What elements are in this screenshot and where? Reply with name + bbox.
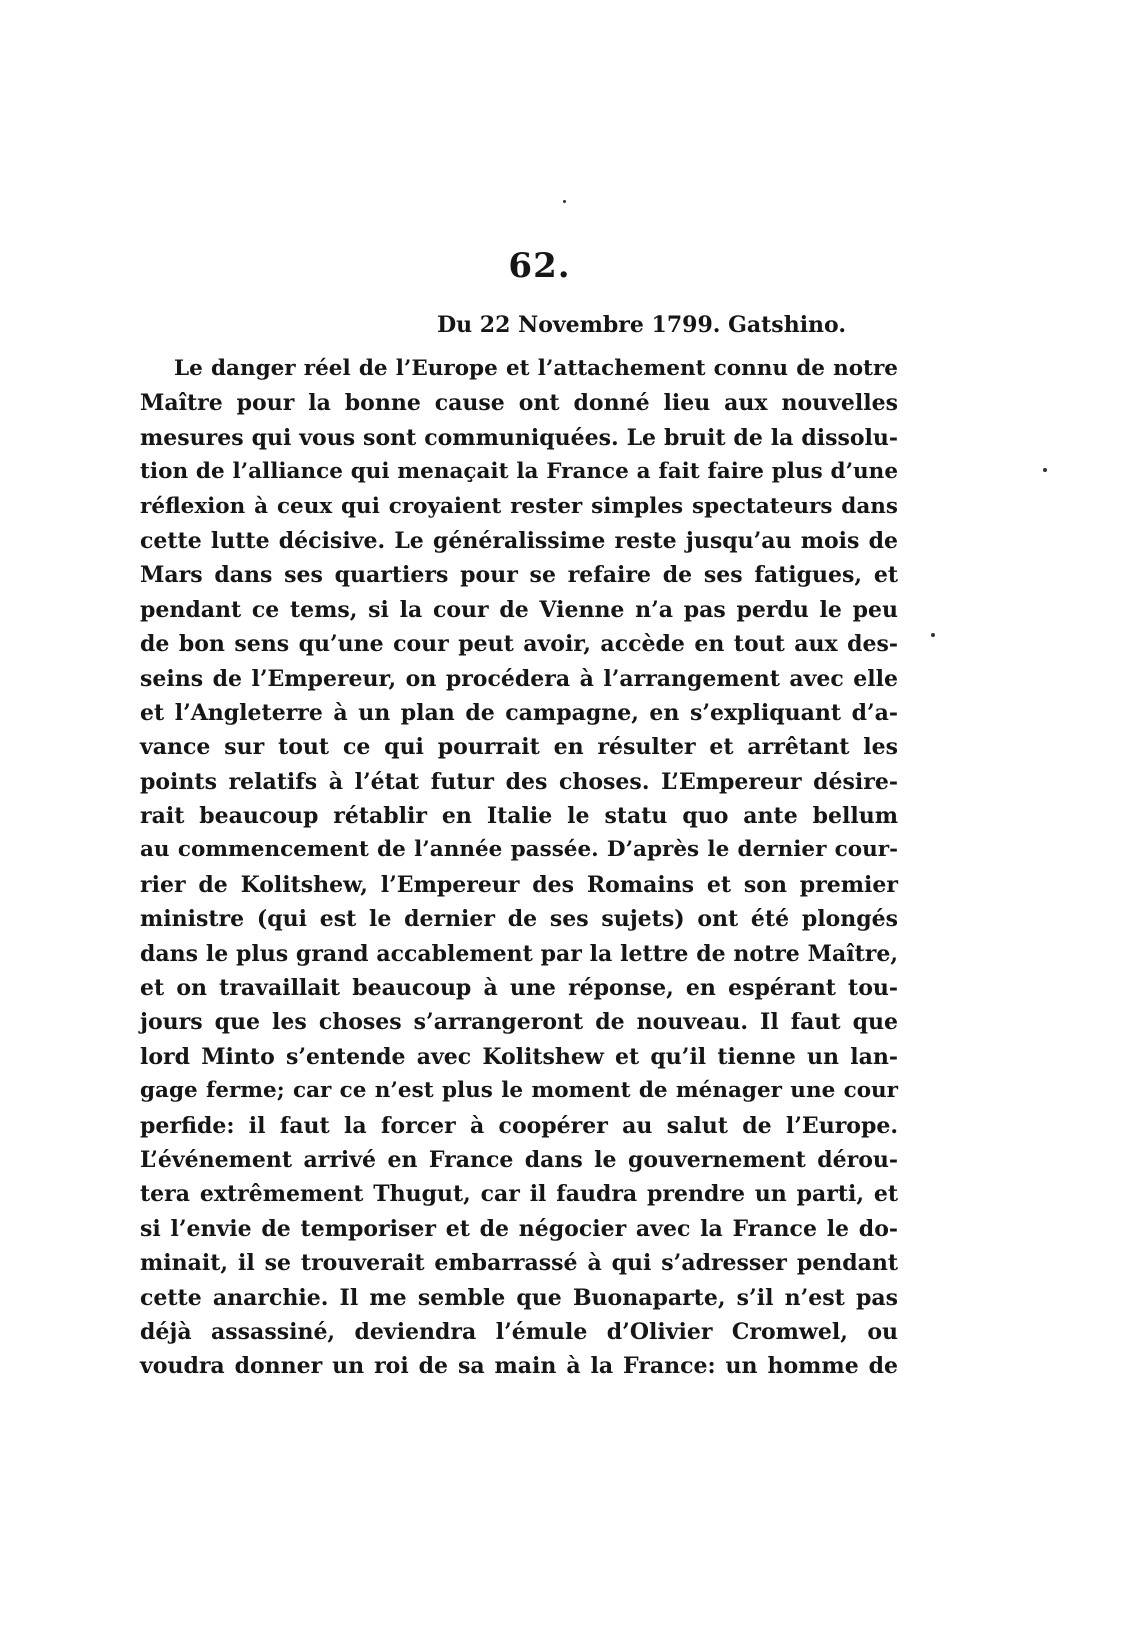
scan-speck (931, 633, 935, 637)
text-line: jours que les choses s’arrangeront de nouveau. Il faut que (140, 1009, 898, 1036)
text-line: Le danger réel de l’Europe et l’attachement connu de notre (174, 356, 898, 381)
text-line: déjà assassiné, deviendra l’émule d’Olivier Cromwel, ou (140, 1318, 898, 1345)
scan-speck (1043, 468, 1047, 472)
text-line: ministre (qui est le dernier de ses sujets) ont été plongés (140, 906, 898, 933)
text-line: Maître pour la bonne cause ont donné lieu aux nouvelles (140, 390, 898, 417)
text-line: tera extrêmement Thugut, car il faudra prendre un parti, et (140, 1181, 898, 1208)
dateline: Du 22 Novembre 1799. Gatshino. (437, 312, 846, 338)
text-line: pendant ce tems, si la cour de Vienne n’a pas perdu le peu (140, 596, 898, 623)
text-line: cette anarchie. Il me semble que Buonaparte, s’il n’est pas (140, 1284, 898, 1311)
text-line: et on travaillait beaucoup à une réponse, en espérant tou- (140, 975, 898, 1002)
text-line: de bon sens qu’une cour peut avoir, accède en tout aux des- (140, 631, 898, 658)
text-line: réflexion à ceux qui croyaient rester simples spectateurs dans (140, 493, 898, 519)
text-line: lord Minto s’entende avec Kolitshew et qu’il tienne un lan- (140, 1043, 898, 1070)
text-line: L’événement arrivé en France dans le gouvernement dérou- (140, 1146, 898, 1173)
text-line: minait, il se trouverait embarrassé à qui s’adresser pendant (140, 1250, 898, 1277)
text-line: tion de l’alliance qui menaçait la France a fait faire plus d’une (140, 459, 898, 485)
text-line: dans le plus grand accablement par la lettre de notre Maître, (140, 940, 898, 967)
letter-number: 62. (508, 246, 571, 286)
text-line: et l’Angleterre à un plan de campagne, en s’expliquant d’a- (140, 699, 898, 726)
text-line: mesures qui vous sont communiquées. Le bruit de la dissolu- (140, 424, 898, 451)
text-line: voudra donner un roi de sa main à la France: un homme de (140, 1353, 898, 1380)
text-line: perfide: il faut la forcer à coopérer au salut de l’Europe. (140, 1112, 898, 1139)
text-line: si l’envie de temporiser et de négocier avec la France le do- (140, 1215, 898, 1242)
text-line: rait beaucoup rétablir en Italie le statu quo ante bellum (140, 803, 898, 830)
scan-speck (563, 200, 566, 203)
text-line: rier de Kolitshew, l’Empereur des Romains et son premier (140, 871, 898, 898)
letter-body (140, 352, 898, 1384)
text-line: vance sur tout ce qui pourrait en résulter et arrêtant les (140, 734, 898, 761)
text-line: au commencement de l’année passée. D’après le dernier cour- (140, 837, 898, 863)
text-line: Mars dans ses quartiers pour se refaire de ses fatigues, et (140, 562, 898, 589)
text-line: cette lutte décisive. Le généralissime reste jusqu’au mois de (140, 527, 898, 554)
text-line: points relatifs à l’état futur des choses. L’Empereur désire- (140, 768, 898, 795)
text-line: gage ferme; car ce n’est plus le moment de ménager une cour (140, 1078, 898, 1104)
text-line: seins de l’Empereur, on procédera à l’arrangement avec elle (140, 665, 898, 692)
